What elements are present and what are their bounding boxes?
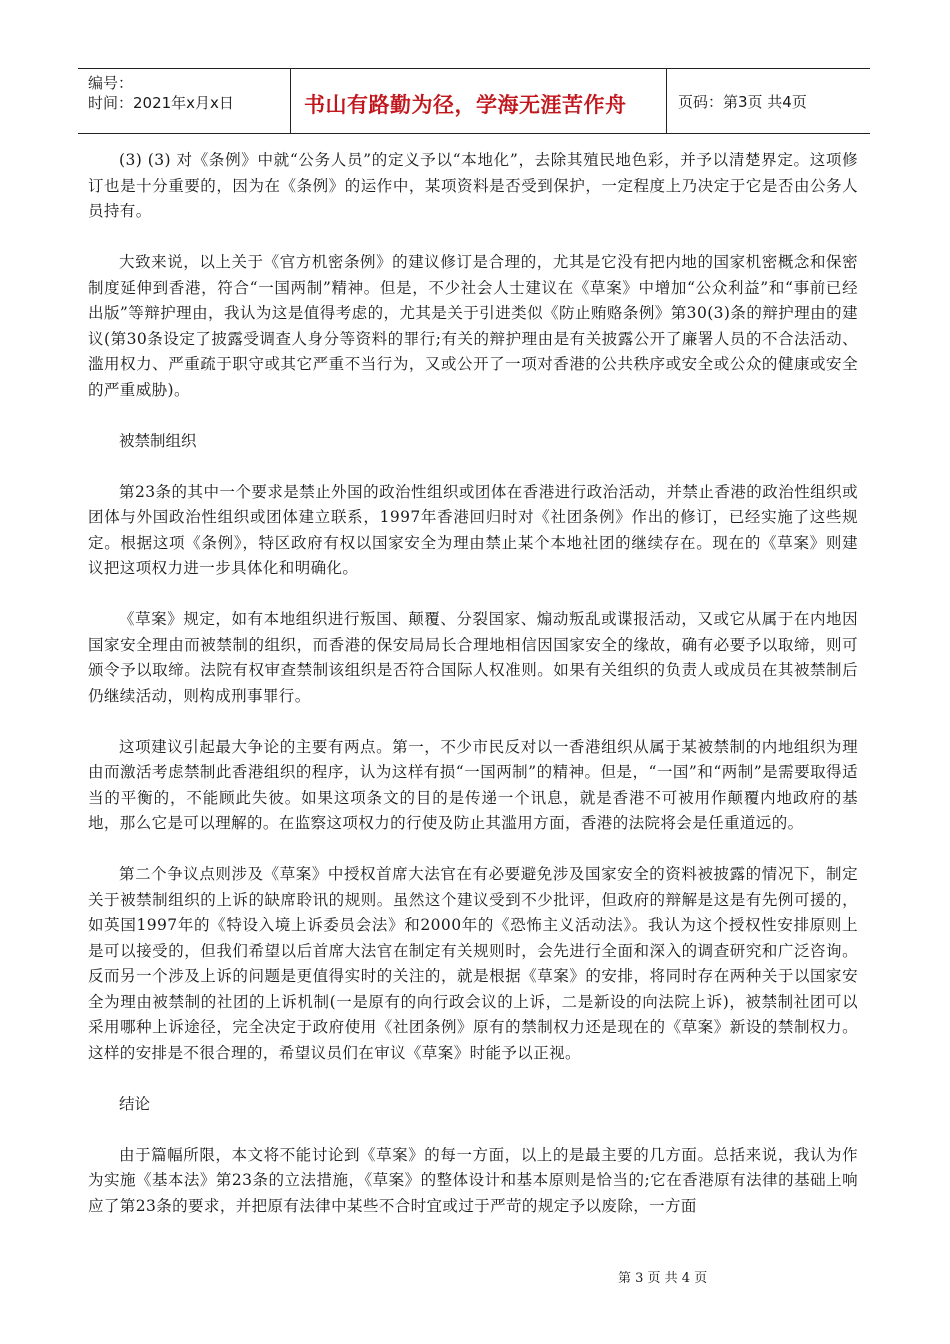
header-divider	[666, 69, 667, 133]
header-motto: 书山有路勤为径，学海无涯苦作舟	[304, 93, 627, 117]
document-date-label: 时间：2021年x月x日	[88, 94, 234, 112]
header-meta	[88, 73, 234, 113]
paragraph: 这项建议引起最大争论的主要有两点。第一，不少市民反对以一香港组织从属于某被禁制的内地组织为理由而激活考虑禁制此香港组织的程序，认为这样有损“一国两制”的精神。但是，“一国”和“两制”是需要取得适当的平衡的，不能顾此失彼。如果这项条文的目的是传递一个讯息，就是香港不可被用作颠覆内地政府的基地，那么它是可以理解的。在监察这项权力的行使及防止其滥用方面，香港的法院将会是任重道远的。	[88, 737, 858, 832]
paragraph: 第二个争议点则涉及《草案》中授权首席大法官在有必要避免涉及国家安全的资料被披露的情况下，制定关于被禁制组织的上诉的缺席聆讯的规则。虽然这个建议受到不少批评，但政府的辩解是这是有先例可援的，如英国1997年的《特设入境上诉委员会法》和2000年的《恐怖主义活动法》。我认为这个授权性安排原则上是可以接受的，但我们希望以后首席大法官在制定有关规则时，会先进行全面和深入的调查研究和广泛咨询。反而另一个涉及上诉的问题是更值得实时的关注的，就是根据《草案》的安排，将同时存在两种关于以国家安全为理由被禁制的社团的上诉机制(一是原有的向行政会议的上诉，二是新设的向法院上诉)，被禁制社团可以采用哪种上诉途径，完全决定于政府使用《社团条例》原有的禁制权力还是现在的《草案》新设的禁制权力。这样的安排是不很合理的，希望议员们在审议《草案》时能予以正视。	[88, 865, 858, 1062]
document-body	[88, 140, 858, 1245]
section-heading: 被禁制组织	[119, 431, 197, 450]
page-header	[78, 68, 870, 134]
paragraph: 大致来说，以上关于《官方机密条例》的建议修订是合理的，尤其是它没有把内地的国家机密概念和保密制度延伸到香港，符合“一国两制”精神。但是，不少社会人士建议在《草案》中增加“公众利益”和“事前已经出版”等辩护理由，我认为这是值得考虑的，尤其是关于引进类似《防止贿赂条例》第30(3)条的辩护理由的建议(第30条设定了披露受调查人身分等资料的罪行;有关的辩护理由是有关披露公开了廉署人员的不合法活动、滥用权力、严重疏于职守或其它严重不当行为，又或公开了一项对香港的公共秩序或安全或公众的健康或安全的严重威胁)。	[88, 253, 858, 399]
paragraph: 由于篇幅所限，本文将不能讨论到《草案》的每一方面，以上的是最主要的几方面。总括来说，我认为作为实施《基本法》第23条的立法措施，《草案》的整体设计和基本原则是恰当的;它在香港原有法律的基础上响应了第23条的要求，并把原有法律中某些不合时宜或过于严苛的规定予以废除，一方面	[88, 1145, 858, 1215]
paragraph: 第23条的其中一个要求是禁止外国的政治性组织或团体在香港进行政治活动，并禁止香港的政治性组织或团体与外国政治性组织或团体建立联系，1997年香港回归时对《社团条例》作出的修订，已经实施了这些规定。根据这项《条例》，特区政府有权以国家安全为理由禁止某个本地社团的继续存在。现在的《草案》则建议把这项权力进一步具体化和明确化。	[88, 482, 858, 577]
document-number-label: 编号：	[88, 74, 134, 92]
header-page-label: 页码：第3页 共4页	[678, 93, 807, 111]
header-divider	[290, 69, 291, 133]
section-heading: 结论	[119, 1094, 151, 1113]
paragraph: (3) (3) 对《条例》中就“公务人员”的定义予以“本地化”，去除其殖民地色彩，并予以清楚界定。这项修订也是十分重要的，因为在《条例》的运作中，某项资料是否受到保护，一定程度上乃决定于它是否由公务人员持有。	[88, 151, 858, 220]
paragraph: 《草案》规定，如有本地组织进行叛国、颠覆、分裂国家、煽动叛乱或谍报活动，又或它从属于在内地因国家安全理由而被禁制的组织，而香港的保安局局长合理地相信因国家安全的缘故，确有必要予以取缔，则可颁令予以取缔。法院有权审查禁制该组织是否符合国际人权准则。如果有关组织的负责人或成员在其被禁制后仍继续活动，则构成刑事罪行。	[88, 610, 858, 705]
page-footer: 第 3 页 共 4 页	[618, 1271, 708, 1286]
